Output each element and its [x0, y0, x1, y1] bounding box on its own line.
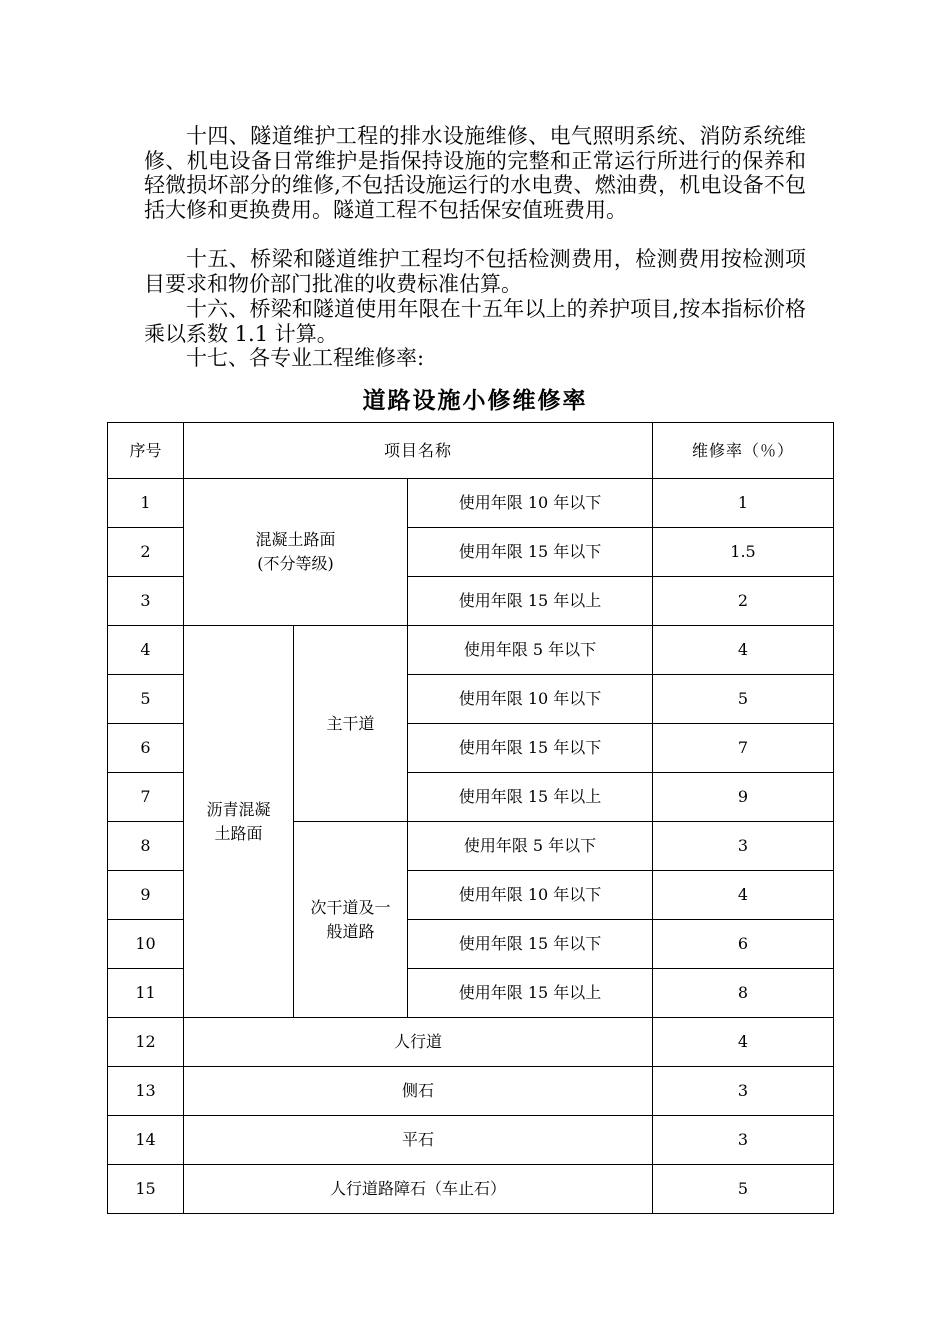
row-no: 14: [108, 1116, 184, 1165]
row-condition: 使用年限 15 年以下: [408, 528, 653, 577]
row-condition: 使用年限 15 年以下: [408, 920, 653, 969]
paragraph-text: 十六、桥梁和隧道使用年限在十五年以上的养护项目,按本指标价格乘以系数 1.1 计算。: [144, 297, 806, 346]
row-rate: 5: [653, 675, 834, 724]
header-item: 项目名称: [184, 423, 653, 479]
row-rate: 5: [653, 1165, 834, 1214]
row-rate: 3: [653, 1116, 834, 1165]
row-no: 10: [108, 920, 184, 969]
row-no: 1: [108, 479, 184, 528]
row-no: 13: [108, 1067, 184, 1116]
row-item-name: 平石: [184, 1116, 653, 1165]
row-rate: 1: [653, 479, 834, 528]
row-rate: 1.5: [653, 528, 834, 577]
row-no: 3: [108, 577, 184, 626]
row-rate: 4: [653, 626, 834, 675]
table-row: [108, 1018, 834, 1067]
table-row: [108, 1116, 834, 1165]
row-no: 9: [108, 871, 184, 920]
row-item-name: 人行道路障石（车止石）: [184, 1165, 653, 1214]
paragraph-16: [144, 297, 806, 346]
paragraph-text: 十七、各专业工程维修率:: [186, 346, 425, 370]
row-no: 2: [108, 528, 184, 577]
row-condition: 使用年限 15 年以下: [408, 724, 653, 773]
row-condition: 使用年限 10 年以下: [408, 675, 653, 724]
paragraph-15: [144, 247, 806, 296]
group-label: (不分等级): [257, 554, 334, 573]
group-label: 次干道及一: [310, 897, 391, 917]
repair-rate-table: [107, 422, 834, 1214]
table-header-row: [108, 423, 834, 479]
row-item-name: 人行道: [184, 1018, 653, 1067]
group-label: 主干道: [326, 713, 375, 733]
row-no: 6: [108, 724, 184, 773]
row-no: 5: [108, 675, 184, 724]
row-no: 15: [108, 1165, 184, 1214]
row-no: 4: [108, 626, 184, 675]
group-asphalt: [184, 626, 294, 1018]
row-no: 8: [108, 822, 184, 871]
row-rate: 3: [653, 1067, 834, 1116]
group-label: 般道路: [326, 921, 375, 941]
header-no: 序号: [108, 423, 184, 479]
row-rate: 2: [653, 577, 834, 626]
group-label: 混凝土路面: [255, 530, 336, 549]
subgroup-main-road: [294, 626, 408, 822]
row-condition: 使用年限 15 年以上: [408, 577, 653, 626]
subgroup-secondary-road: [294, 822, 408, 1018]
paragraph-14: [144, 124, 806, 222]
row-item-name: 侧石: [184, 1067, 653, 1116]
group-label: 土路面: [214, 823, 263, 843]
row-condition: 使用年限 15 年以上: [408, 773, 653, 822]
row-rate: 6: [653, 920, 834, 969]
row-no: 11: [108, 969, 184, 1018]
row-no: 12: [108, 1018, 184, 1067]
row-no: 7: [108, 773, 184, 822]
row-rate: 3: [653, 822, 834, 871]
table-row: [108, 1067, 834, 1116]
row-condition: 使用年限 15 年以上: [408, 969, 653, 1018]
row-condition: 使用年限 10 年以下: [408, 479, 653, 528]
group-label: 沥青混凝: [206, 799, 271, 819]
table-row: [108, 479, 834, 528]
paragraph-17: [144, 346, 806, 371]
row-rate: 7: [653, 724, 834, 773]
row-condition: 使用年限 10 年以下: [408, 871, 653, 920]
table-row: [108, 626, 834, 675]
row-condition: 使用年限 5 年以下: [408, 626, 653, 675]
row-rate: 9: [653, 773, 834, 822]
row-condition: 使用年限 5 年以下: [408, 822, 653, 871]
row-rate: 8: [653, 969, 834, 1018]
row-rate: 4: [653, 1018, 834, 1067]
paragraph-text: 十四、隧道维护工程的排水设施维修、电气照明系统、消防系统维修、机电设备日常维护是指保持设施的完整和正常运行所进行的保养和轻微损坏部分的维修,不包括设施运行的水电费、燃油费，机电设备不包括大修和更换费用。隧道工程不包括保安值班费用。: [144, 124, 806, 222]
paragraph-text: 十五、桥梁和隧道维护工程均不包括检测费用，检测费用按检测项目要求和物价部门批准的收费标准估算。: [144, 247, 806, 296]
table-row: [108, 1165, 834, 1214]
row-rate: 4: [653, 871, 834, 920]
table-title: 道路设施小修维修率: [362, 387, 588, 414]
group-concrete: [184, 479, 408, 626]
header-rate: 维修率（％）: [653, 423, 834, 479]
